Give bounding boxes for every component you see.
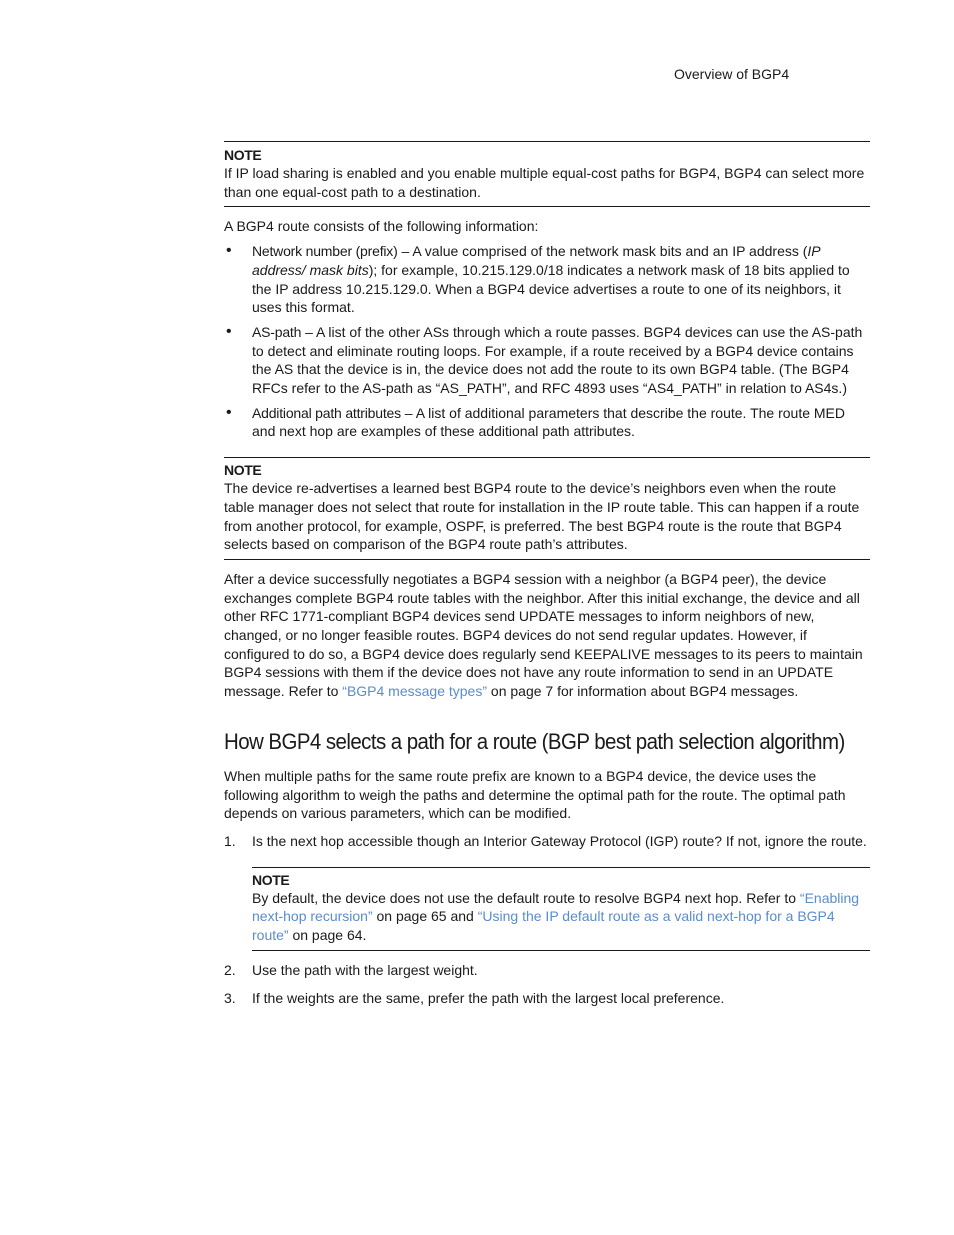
list-item-text: – A value comprised of the network mask bits and an IP address ( <box>397 243 808 260</box>
term-as-path: AS-path <box>252 323 302 340</box>
page-header-title: Overview of BGP4 <box>674 66 790 82</box>
step-number: 2. <box>224 961 236 978</box>
note-text: The device re-advertises a learned best BGP4 route to the device’s neighbors even when the route table manager does not select that route for installation in the IP route table. This can happen if a route from another protocol, for example, OSPF, is preferred. The best BGP4 route is the route that BGP4 selects based on comparison of the BGP4 route path’s attributes. <box>224 480 860 553</box>
paragraph-text: on page 7 for information about BGP4 messages. <box>487 683 799 700</box>
list-item <box>224 404 870 441</box>
list-item-text: ); for example, 10.215.129.0/18 indicates a network mask of 18 bits applied to the IP address 10.215.129.0. When a BGP4 device advertises a route to one of its neighbors, it uses this format. <box>252 261 850 316</box>
note-label: NOTE <box>224 147 262 163</box>
section-heading: How BGP4 selects a path for a route (BGP best path selection algorithm) <box>224 728 845 754</box>
step-number: 1. <box>224 832 236 849</box>
selection-steps-continued <box>224 961 870 1007</box>
list-item-italic: IP address/ mask bits <box>252 243 821 278</box>
term-network-number: Network number (prefix) <box>252 243 398 260</box>
note-text-part: on page 64. <box>288 927 367 944</box>
paragraph-text: After a device successfully negotiates a BGP4 session with a neighbor (a BGP4 peer), the device exchanges complete BGP4 route tables with the neighbor. After this initial exchange, the device and all other RFC 1771-compliant BGP4 devices send UPDATE messages to inform neighbors of new, changed, or no longer feasible routes. BGP4 devices do not send regular updates. However, if configured to do so, a BGP4 device does regularly send KEEPALIVE messages to its peers to maintain BGP4 sessions with them if the device does not have any route information to send in an UPDATE message. Refer to <box>224 570 863 700</box>
route-info-intro: A BGP4 route consists of the following information: <box>224 218 539 235</box>
step-text: If the weights are the same, prefer the path with the largest local preference. <box>252 989 725 1006</box>
step-number: 3. <box>224 989 236 1006</box>
session-paragraph <box>224 570 870 701</box>
list-item <box>224 832 870 851</box>
list-item-text: – A list of the other ASs through which a route passes. BGP4 devices can use the AS-path to detect and eliminate routing loops. For example, if a route received by a BGP4 device contains the AS that the device is in, the device does not add the route to its own BGP4 table. (The BGP4 RFCs refer to the AS-path as “AS_PATH”, and RFC 4893 uses “AS4_PATH” in relation to AS4s.) <box>252 323 863 397</box>
list-item-text: – A list of additional parameters that describe the route. The route MED and next hop are examples of these additional path attributes. <box>252 404 846 440</box>
list-item <box>224 242 870 317</box>
step-text: Use the path with the largest weight. <box>252 961 478 978</box>
term-additional-path-attributes: Additional path attributes <box>252 404 401 421</box>
note-box-next-hop <box>252 867 870 951</box>
note-text-part: on page 65 and <box>372 908 478 925</box>
note-text <box>252 889 870 945</box>
section-intro: When multiple paths for the same route prefix are known to a BGP4 device, the device uses the following algorithm to weigh the paths and determine the optimal path for the route. The optimal path depends on various parameters, which can be modified. <box>224 767 846 822</box>
note-box-readvertise <box>224 457 870 560</box>
note-text: If IP load sharing is enabled and you enable multiple equal-cost paths for BGP4, BGP4 can select more than one equal-cost path to a destination. <box>224 165 865 200</box>
bgp4-message-types-link[interactable]: “BGP4 message types” <box>342 683 488 700</box>
step-text: Is the next hop accessible though an Interior Gateway Protocol (IGP) route? If not, ignore the route. <box>252 832 867 849</box>
route-info-list <box>224 242 870 441</box>
note-box-load-sharing <box>224 141 870 207</box>
ip-default-route-link[interactable]: “Using the IP default route as a valid next-hop for a BGP4 route” <box>252 908 835 944</box>
list-item <box>224 989 870 1008</box>
selection-steps <box>224 832 870 851</box>
note-label: NOTE <box>252 871 290 888</box>
list-item <box>224 323 870 398</box>
next-hop-recursion-link[interactable]: “Enabling next-hop recursion” <box>252 889 860 925</box>
document-body <box>224 141 870 1007</box>
note-label: NOTE <box>224 462 262 479</box>
note-text-part: By default, the device does not use the default route to resolve BGP4 next hop. Refer to <box>252 889 800 906</box>
list-item <box>224 961 870 980</box>
